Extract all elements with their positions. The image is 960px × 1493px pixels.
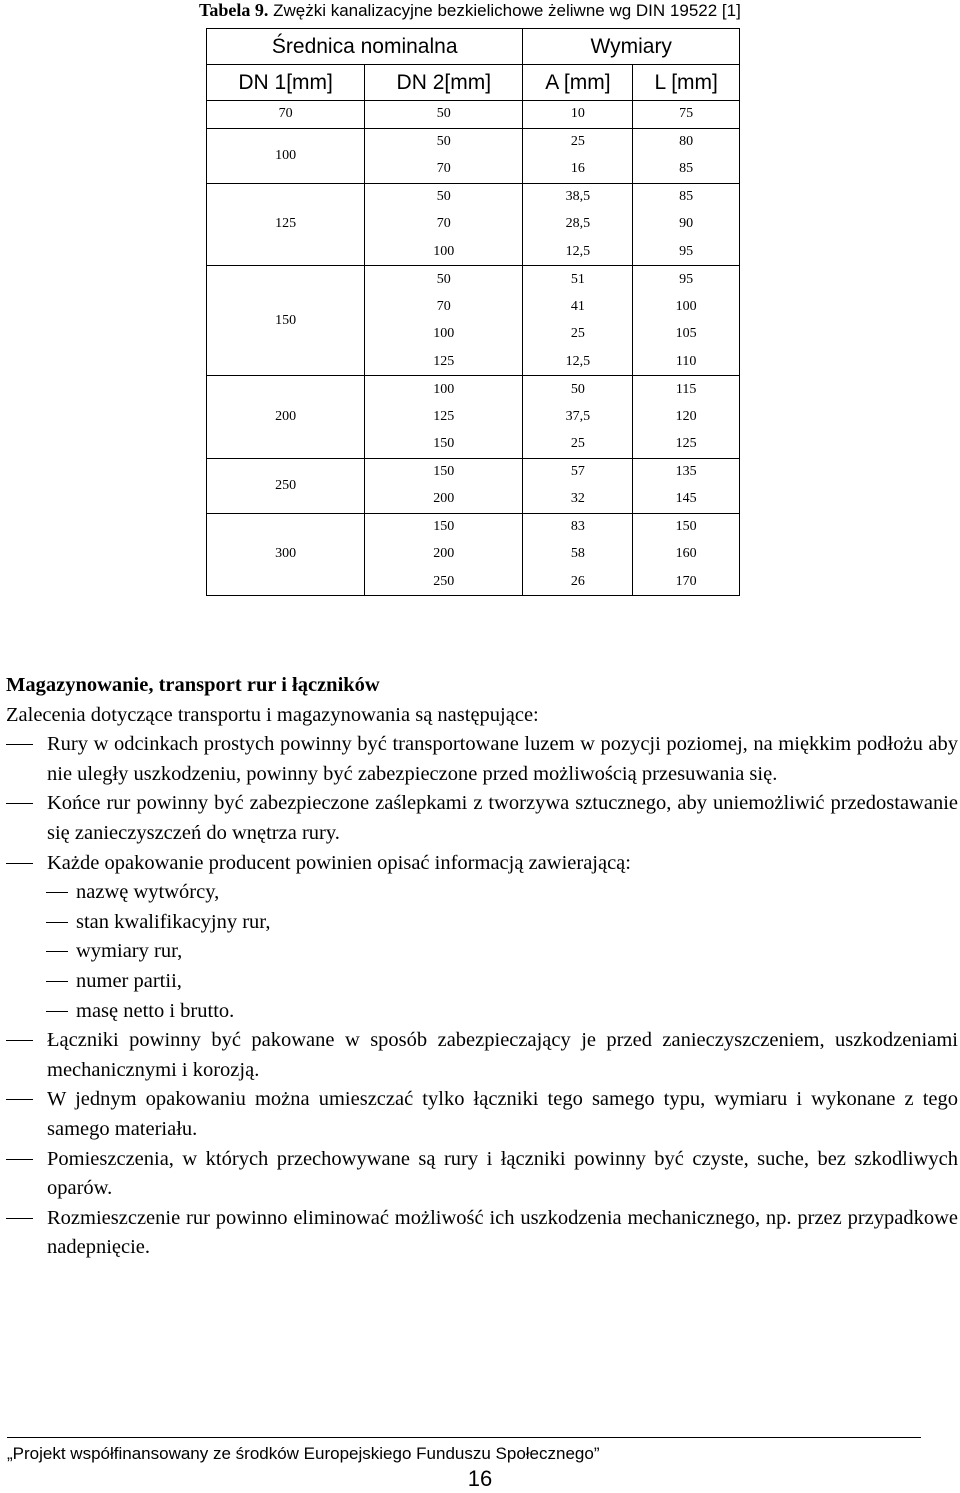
package-label-sublist: [6, 878, 958, 1026]
cell-a: 25: [523, 321, 633, 349]
cell-dn1: 125: [207, 183, 365, 266]
cell-a: 26: [523, 568, 633, 596]
cell-dn2: 150: [365, 513, 523, 541]
section-intro: Zalecenia dotyczące transportu i magazynowania są następujące:: [6, 703, 539, 726]
cell-dn2: 70: [365, 211, 523, 239]
list-item: [6, 730, 958, 789]
cell-a: 58: [523, 541, 633, 569]
cell-l: 120: [633, 403, 740, 431]
table-row: [207, 458, 740, 486]
dash-bullet: [6, 1099, 33, 1100]
cell-dn1: 300: [207, 513, 365, 596]
dash-bullet: [6, 1218, 33, 1219]
cell-l: 85: [633, 183, 740, 211]
cell-dn1: 100: [207, 128, 365, 183]
cell-dn2: 150: [365, 458, 523, 486]
sublist-item-text: numer partii,: [76, 969, 182, 992]
dash-bullet: [6, 863, 33, 864]
cell-a: 25: [523, 431, 633, 459]
list-item: [6, 1085, 958, 1144]
cell-a: 28,5: [523, 211, 633, 239]
list-item-text: Rury w odcinkach prostych powinny być transportowane luzem w pozycji poziomej, na miękkim podłożu aby nie uległy uszkodzeniu, powinny być zabezpieczone przed możliwością przesuwania się.: [47, 733, 958, 785]
list-item: [6, 849, 958, 879]
list-item: [6, 1204, 958, 1263]
cell-a: 83: [523, 513, 633, 541]
cell-dn2: 70: [365, 293, 523, 321]
footer-text: „Projekt współfinansowany ze środków Europejskiego Funduszu Społecznego”: [7, 1444, 600, 1463]
cell-dn2: 150: [365, 431, 523, 459]
list-item: [6, 1026, 958, 1085]
cell-dn2: 50: [365, 266, 523, 294]
cell-dn2: 50: [365, 101, 523, 129]
cell-l: 150: [633, 513, 740, 541]
sublist-item: [6, 967, 958, 997]
cell-a: 51: [523, 266, 633, 294]
table-row: [207, 513, 740, 541]
cell-dn1: 70: [207, 101, 365, 129]
table-caption-label: Tabela 9.: [199, 0, 269, 20]
column-header-dn2: DN 2[mm]: [365, 65, 523, 101]
cell-a: 12,5: [523, 238, 633, 266]
cell-dn2: 50: [365, 183, 523, 211]
cell-a: 38,5: [523, 183, 633, 211]
column-header-a: A [mm]: [523, 65, 633, 101]
cell-dn2: 50: [365, 128, 523, 156]
dash-bullet: [46, 981, 68, 982]
table-row: [207, 376, 740, 404]
sublist-item: [6, 878, 958, 908]
cell-l: 110: [633, 348, 740, 376]
cell-l: 170: [633, 568, 740, 596]
table-row: [207, 101, 740, 129]
dimensions-table: [206, 28, 740, 596]
recommendations-list: [6, 730, 958, 1263]
cell-l: 125: [633, 431, 740, 459]
cell-l: 95: [633, 238, 740, 266]
list-item-text: Pomieszczenia, w których przechowywane są rury i łączniki powinny być czyste, suche, bez szkodliwych oparów.: [47, 1147, 958, 1200]
cell-dn2: 250: [365, 568, 523, 596]
dash-bullet: [6, 1159, 33, 1160]
cell-a: 12,5: [523, 348, 633, 376]
sublist-item-text: masę netto i brutto.: [76, 999, 235, 1022]
page-number: 16: [467, 1466, 493, 1491]
cell-l: 145: [633, 486, 740, 514]
sublist-item-text: nazwę wytwórcy,: [76, 881, 220, 904]
list-item-text: Rozmieszczenie rur powinno eliminować możliwość ich uszkodzenia mechanicznego, np. przez przypadkowe nadepnięcie.: [47, 1206, 958, 1259]
column-header-l: L [mm]: [633, 65, 740, 101]
cell-l: 80: [633, 128, 740, 156]
dash-bullet: [46, 1011, 68, 1012]
cell-l: 135: [633, 458, 740, 486]
cell-l: 95: [633, 266, 740, 294]
section-heading: Magazynowanie, transport rur i łączników: [6, 674, 380, 696]
cell-a: 10: [523, 101, 633, 129]
dash-bullet: [46, 922, 68, 923]
list-item-text: Łączniki powinny być pakowane w sposób zabezpieczający je przed zanieczyszczeniem, uszkodzeniami mechanicznymi i korozją.: [47, 1029, 958, 1081]
cell-a: 41: [523, 293, 633, 321]
cell-a: 25: [523, 128, 633, 156]
cell-l: 75: [633, 101, 740, 129]
dash-bullet: [6, 803, 33, 804]
table-caption: [199, 0, 741, 22]
cell-dn2: 70: [365, 156, 523, 184]
cell-dn2: 100: [365, 238, 523, 266]
dash-bullet: [46, 892, 68, 893]
list-item-text: Każde opakowanie producent powinien opisać informacją zawierającą:: [47, 851, 631, 874]
sublist-item: [6, 997, 958, 1027]
cell-dn1: 250: [207, 458, 365, 513]
cell-a: 16: [523, 156, 633, 184]
footer-divider: [7, 1437, 921, 1438]
cell-dn2: 200: [365, 541, 523, 569]
cell-dn2: 100: [365, 321, 523, 349]
storage-transport-section: [6, 671, 958, 1263]
cell-l: 105: [633, 321, 740, 349]
table-row: [207, 128, 740, 156]
column-header-dn1: DN 1[mm]: [207, 65, 365, 101]
cell-l: 160: [633, 541, 740, 569]
dash-bullet: [46, 951, 68, 952]
cell-dn2: 200: [365, 486, 523, 514]
group-header-dimensions: Wymiary: [523, 29, 740, 65]
cell-l: 115: [633, 376, 740, 404]
sublist-item: [6, 937, 958, 967]
cell-dn2: 100: [365, 376, 523, 404]
dash-bullet: [6, 1040, 33, 1041]
list-item-text: W jednym opakowaniu można umieszczać tylko łączniki tego samego typu, wymiaru i wykonane z tego samego materiału.: [47, 1088, 958, 1140]
table-body: [207, 101, 740, 596]
list-item: [6, 1145, 958, 1204]
cell-l: 100: [633, 293, 740, 321]
list-item-text: Końce rur powinny być zabezpieczone zaślepkami z tworzywa sztucznego, aby uniemożliwić przedostawanie się zanieczyszczeń do wnętrza rury.: [47, 792, 958, 844]
cell-dn2: 125: [365, 348, 523, 376]
sublist-item-text: stan kwalifikacyjny rur,: [76, 910, 271, 933]
table-caption-title: Zwężki kanalizacyjne bezkielichowe żeliwne wg DIN 19522 [1]: [268, 1, 741, 20]
cell-l: 90: [633, 211, 740, 239]
table-row: [207, 266, 740, 294]
sublist-container: [6, 878, 958, 1026]
cell-dn1: 150: [207, 266, 365, 376]
cell-dn2: 125: [365, 403, 523, 431]
cell-a: 50: [523, 376, 633, 404]
cell-dn1: 200: [207, 376, 365, 459]
sublist-item-text: wymiary rur,: [76, 940, 183, 963]
sublist-item: [6, 908, 958, 938]
cell-a: 32: [523, 486, 633, 514]
cell-a: 37,5: [523, 403, 633, 431]
group-header-nominal-diameter: Średnica nominalna: [207, 29, 523, 65]
cell-a: 57: [523, 458, 633, 486]
cell-l: 85: [633, 156, 740, 184]
dash-bullet: [6, 744, 33, 745]
list-item: [6, 789, 958, 848]
table-row: [207, 183, 740, 211]
